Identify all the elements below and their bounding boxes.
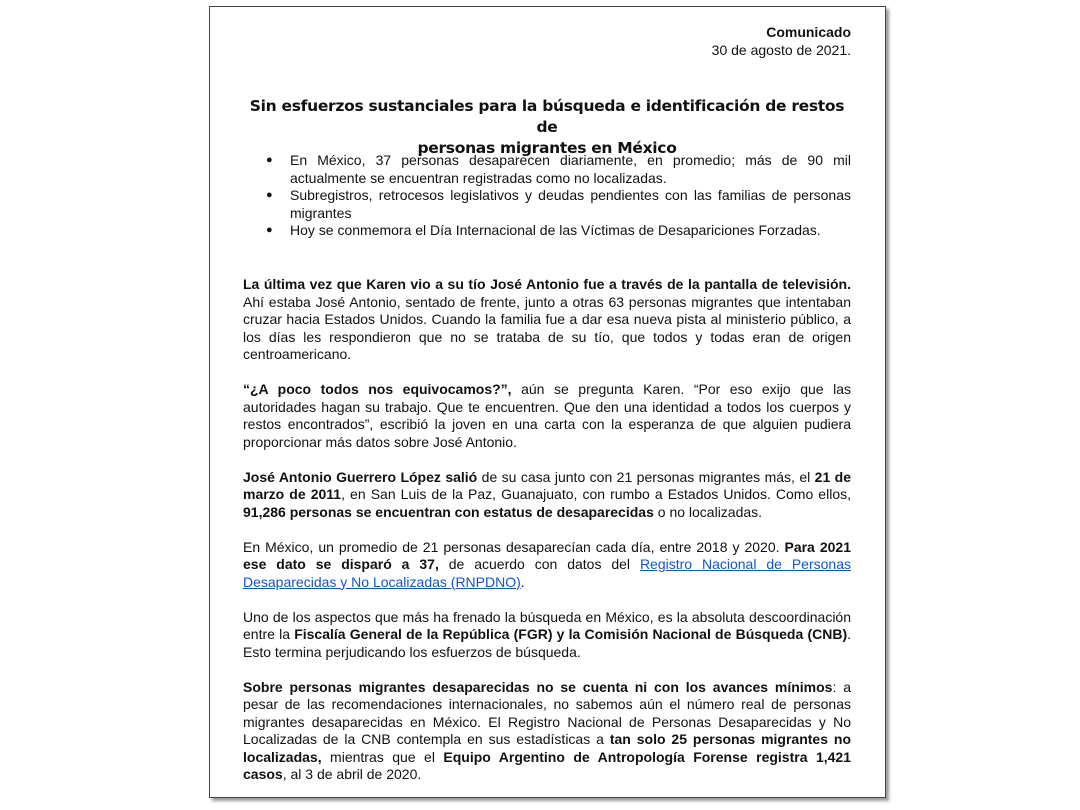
document-page: [209, 6, 886, 798]
paragraph-jose-antonio: [243, 469, 851, 522]
paragraph-karen-quote: [243, 381, 851, 451]
summary-bullet-text: Hoy se conmemora el Día Internacional de las Víctimas de Desapariciones Forzadas.: [290, 222, 821, 238]
paragraph-statistics: [243, 539, 851, 592]
body-text: aún se pregunta Karen. “Por eso exijo que las autoridades hagan su trabajo. Que te encuentren. Que den una identidad a todos los cuerpos y restos encontrados”, escribió la joven en una carta con la esperanza de que alguien pudiera proporcionar más datos sobre José Antonio.: [243, 381, 851, 450]
body-text: : a pesar de las recomendaciones internacionales, no sabemos aún el número real de personas migrantes desaparecidas en México. El Registro Nacional de Personas Desaparecidas y No Localizadas de la CNB contempla en sus estadísticas a: [243, 678, 851, 747]
body-text: En México, un promedio de 21 personas desaparecían cada día, entre 2018 y 2020.: [243, 538, 785, 555]
summary-bullet-text: Subregistros, retrocesos legislativos y deudas pendientes con las familias de personas migrantes: [290, 187, 851, 221]
rnpdno-link[interactable]: Registro Nacional de Personas Desaparecidas y No Localizadas (RNPDNO): [243, 556, 851, 590]
bullet-dot-icon: ●: [266, 189, 273, 201]
body-text: Uno de los aspectos que más ha frenado la búsqueda en México, es la absoluta descoordinación entre la: [243, 608, 851, 642]
body-text: . Esto termina perjudicando los esfuerzos de búsqueda.: [243, 626, 851, 660]
bold-text: Fiscalía General de la República (FGR) y la Comisión Nacional de Búsqueda (CNB): [294, 626, 848, 642]
bold-text: 91,286 personas se encuentran con estatus de desaparecidas: [243, 503, 654, 520]
paragraph-coordination: [243, 609, 851, 662]
document-header: [712, 23, 851, 59]
body-text: o no localizadas.: [653, 503, 763, 520]
document-body: [243, 276, 851, 801]
bold-text: “¿A poco todos nos equivocamos?”,: [243, 381, 512, 397]
bold-text: Sobre personas migrantes desaparecidas no se cuenta ni con los avances mínimos: [243, 678, 833, 695]
bold-text: tan solo 25 personas migrantes no localizadas,: [243, 731, 851, 765]
bold-text: Para 2021 ese dato se disparó a 37,: [243, 538, 851, 572]
title-line-1: Sin esfuerzos sustanciales para la búsqueda e identificación de restos de: [249, 97, 845, 136]
bold-text: 21 de marzo de 2011: [243, 468, 852, 502]
body-text: de su casa junto con 21 personas migrantes más, el: [477, 468, 815, 485]
bold-text: Equipo Argentino de Antropología Forense registra 1,421 casos: [243, 748, 851, 782]
bold-text: José Antonio Guerrero López salió: [243, 468, 478, 485]
body-text: de acuerdo con datos del: [438, 556, 640, 572]
title-line-2: personas migrantes en México: [417, 139, 677, 157]
body-text: , al 3 de abril de 2020.: [282, 766, 422, 782]
document-type-label: Comunicado: [766, 24, 851, 40]
body-text: mientras que el: [321, 748, 444, 765]
bold-text: La última vez que Karen vio a su tío José Antonio fue a través de la pantalla de televisión.: [243, 276, 851, 292]
document-title: [243, 96, 851, 159]
body-text: , en San Luis de la Paz, Guanajuato, con rumbo a Estados Unidos. Como ellos,: [341, 486, 851, 502]
paragraph-missing-migrants: [243, 679, 851, 784]
summary-bullet: [266, 222, 851, 240]
summary-bullet: [266, 152, 851, 187]
summary-bullet-list: [243, 152, 851, 240]
document-date: 30 de agosto de 2021.: [711, 42, 851, 58]
body-text: .: [520, 573, 525, 590]
summary-bullet: [266, 187, 851, 222]
bullet-dot-icon: ●: [266, 224, 273, 236]
bullet-dot-icon: ●: [266, 154, 273, 166]
summary-bullet-text: En México, 37 personas desaparecen diariamente, en promedio; más de 90 mil actualmente se encuentran registradas como no localizadas.: [290, 152, 851, 186]
paragraph-karen-intro: [243, 276, 851, 364]
body-text: Ahí estaba José Antonio, sentado de frente, junto a otras 63 personas migrantes que intentaban cruzar hacia Estados Unidos. Cuando la familia fue a dar esa nueva pista al ministerio público, a los días les respondieron que no se trataba de su tío, que todos y todas eran de origen centroamericano.: [243, 293, 851, 362]
